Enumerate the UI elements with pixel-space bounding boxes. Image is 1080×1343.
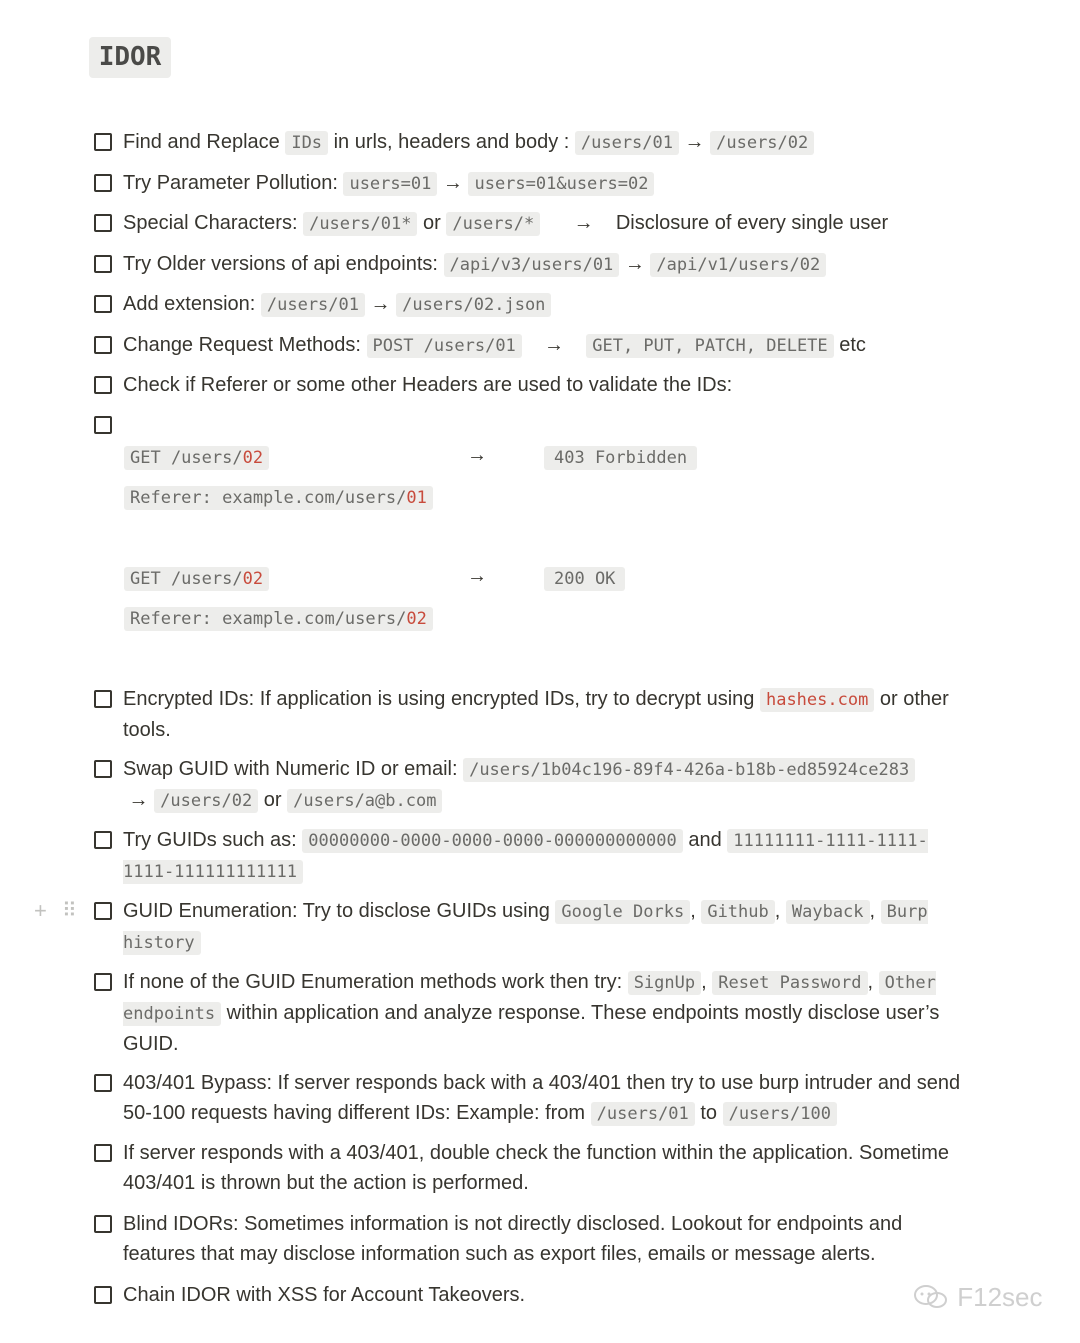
inline-code: /users/* (446, 212, 540, 236)
todo-item-text[interactable] (123, 330, 973, 361)
item-text: Check if Referer or some other Headers are used to validate the IDs: (123, 374, 733, 396)
inline-code: /users/100 (723, 1102, 837, 1126)
item-text: If none of the GUID Enumeration methods work then try: (123, 971, 628, 993)
inline-code: Wayback (786, 900, 870, 924)
arrow-icon: → (437, 172, 469, 194)
inline-code: /users/01* (303, 212, 417, 236)
item-text: or (417, 212, 447, 234)
inline-code: hashes.com (760, 688, 874, 712)
todo-item-text[interactable] (123, 249, 973, 280)
todo-item-text[interactable] (123, 825, 973, 887)
todo-item-text[interactable] (123, 168, 973, 199)
checkbox[interactable] (94, 1286, 112, 1304)
arrow-icon: → (679, 131, 711, 153)
arrow-icon: → (467, 444, 487, 466)
inline-code: Google Dorks (555, 900, 690, 924)
add-block-icon[interactable]: + (34, 898, 47, 923)
todo-item-text[interactable] (123, 289, 973, 320)
todo-item-text[interactable] (123, 896, 973, 958)
todo-item-text[interactable] (123, 1068, 973, 1129)
inline-code: /users/02 (154, 789, 258, 813)
item-text: , (690, 900, 702, 922)
inline-code: Reset Password (712, 971, 867, 995)
todo-item-text[interactable] (123, 1209, 973, 1269)
inline-code: 00000000-0000-0000-0000-000000000000 (302, 829, 682, 853)
item-text: Special Characters: (123, 212, 304, 234)
item-text: Blind IDORs: Sometimes information is not directly disclosed. Lookout for endpoints and features that may disclose information such as export files, emails or message alerts. (123, 1213, 903, 1265)
item-text: 403/401 Bypass: If server responds back with a 403/401 then try to use burp intruder and send 50-100 requests having different IDs: Example: from (123, 1072, 961, 1124)
item-text: Disclosure of every single user (615, 212, 889, 234)
checkbox[interactable] (94, 255, 112, 273)
item-text: or (258, 789, 288, 811)
item-text: etc (833, 334, 866, 356)
item-text: , (774, 900, 786, 922)
wechat-icon (912, 1284, 950, 1310)
page-title: IDOR (89, 37, 171, 78)
item-text: Find and Replace (123, 131, 286, 153)
example-response-1: 403 Forbidden (544, 446, 697, 470)
checkbox[interactable] (94, 214, 112, 232)
item-text: GUID Enumeration: Try to disclose GUIDs using (123, 900, 556, 922)
todo-item-text[interactable] (123, 127, 973, 158)
checkbox[interactable] (94, 1215, 112, 1233)
item-text: or other tools. (123, 688, 949, 741)
item-text: Try Parameter Pollution: (123, 172, 344, 194)
watermark (912, 1282, 1043, 1313)
todo-item-text[interactable] (123, 208, 973, 239)
checkbox[interactable] (94, 760, 112, 778)
inline-code: Github (701, 900, 774, 924)
watermark-text: F12sec (957, 1282, 1043, 1312)
item-text: Add extension: (123, 293, 261, 315)
example-request-2: GET /users/02 (124, 567, 269, 591)
inline-code: /users/1b04c196-89f4-426a-b18b-ed85924ce283 (463, 758, 915, 782)
todo-item-text[interactable] (123, 1138, 973, 1198)
inline-code: /api/v3/users/01 (444, 253, 620, 277)
item-text: Encrypted IDs: If application is using encrypted IDs, try to decrypt using (123, 688, 760, 710)
inline-code: 11111111-1111-1111-1111-111111111111 (123, 831, 928, 882)
item-text: , (867, 971, 879, 993)
todo-item-text[interactable] (123, 1280, 973, 1310)
item-text: Try GUIDs such as: (123, 829, 303, 851)
checkbox[interactable] (94, 376, 112, 394)
item-text: Chain IDOR with XSS for Account Takeovers. (123, 1284, 526, 1306)
checkbox[interactable] (94, 831, 112, 849)
inline-code: SignUp (628, 971, 701, 995)
checkbox[interactable] (94, 902, 112, 920)
item-text: in urls, headers and body : (328, 131, 575, 153)
example-response-2: 200 OK (544, 567, 625, 591)
inline-code: POST /users/01 (367, 334, 522, 358)
item-text: , (701, 971, 713, 993)
inline-code: Other endpoints (123, 973, 936, 1024)
arrow-icon: → (365, 293, 397, 315)
item-text: Try Older versions of api endpoints: (123, 253, 444, 275)
checkbox[interactable] (94, 1074, 112, 1092)
inline-code: GET, PUT, PATCH, DELETE (586, 334, 833, 358)
inline-code: /users/02 (710, 131, 814, 155)
item-text: , (869, 900, 881, 922)
arrow-icon: → (619, 253, 651, 275)
example-referer-2: Referer: example.com/users/02 (124, 607, 433, 631)
todo-item-text[interactable] (123, 754, 973, 816)
arrow-icon: → (540, 212, 616, 234)
checkbox[interactable] (94, 174, 112, 192)
item-text: Swap GUID with Numeric ID or email: (123, 758, 464, 780)
todo-item-text[interactable] (123, 967, 973, 1059)
inline-code: /users/01 (261, 293, 365, 317)
checkbox[interactable] (94, 1144, 112, 1162)
checkbox[interactable] (94, 295, 112, 313)
checkbox[interactable] (94, 973, 112, 991)
example-request-1: GET /users/02 (124, 446, 269, 470)
item-text: If server responds with a 403/401, double check the function within the application. Sometime 403/401 is thrown but the action is performed. (123, 1142, 950, 1194)
inline-code: /users/02.json (396, 293, 551, 317)
checkbox[interactable] (94, 133, 112, 151)
inline-code: IDs (285, 131, 328, 155)
inline-code: users=01 (343, 172, 437, 196)
inline-code: /users/01 (591, 1102, 695, 1126)
inline-code: users=01&users=02 (468, 172, 654, 196)
todo-item-text[interactable] (123, 370, 973, 400)
item-text: within application and analyze response. These endpoints mostly disclose user’s GUID. (123, 1002, 940, 1055)
arrow-icon: → (123, 789, 155, 811)
inline-code: /users/a@b.com (287, 789, 442, 813)
checkbox[interactable] (94, 416, 112, 434)
inline-code: /users/01 (575, 131, 679, 155)
item-text: Change Request Methods: (123, 334, 367, 356)
item-text: and (682, 829, 728, 851)
arrow-icon: → (467, 565, 487, 587)
checkbox[interactable] (94, 336, 112, 354)
example-referer-1: Referer: example.com/users/01 (124, 486, 433, 510)
inline-code: Burp history (123, 902, 928, 953)
checkbox[interactable] (94, 690, 112, 708)
item-text: to (694, 1102, 723, 1124)
todo-item-text[interactable] (123, 684, 973, 745)
arrow-icon: → (521, 334, 587, 356)
drag-handle-icon[interactable]: ⠿ (62, 900, 77, 922)
inline-code: /api/v1/users/02 (650, 253, 826, 277)
